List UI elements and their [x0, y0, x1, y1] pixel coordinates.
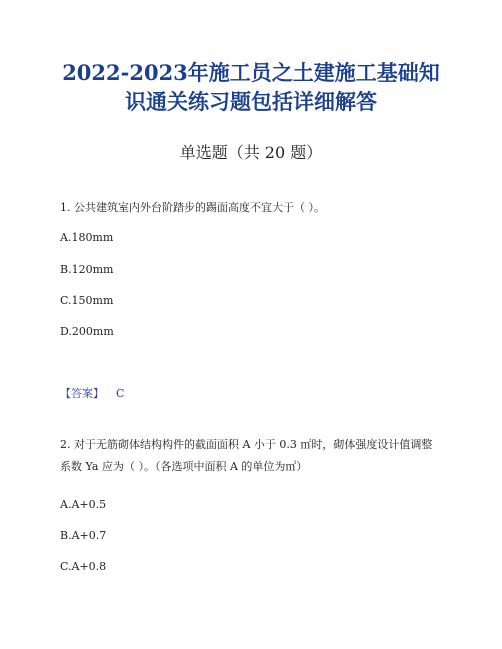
answer-label: 【答案】	[60, 387, 104, 400]
question-2-option-a: A.A+0.5	[60, 498, 107, 511]
question-1-option-a: A.180mm	[60, 231, 114, 244]
document-title	[30, 58, 472, 116]
question-1-option-c: C.150mm	[60, 294, 114, 307]
title-line-2: 识通关练习题包括详细解答	[125, 89, 377, 114]
question-1-option-b: B.120mm	[60, 263, 114, 276]
question-1-text: 1. 公共建筑室内外台阶踏步的踢面高度不宜大于（ ）。	[60, 201, 325, 214]
title-line-1: 2022-2023年施工员之土建施工基础知	[62, 60, 440, 85]
section-heading: 单选题（共 20 题）	[179, 143, 323, 162]
question-2-text	[60, 434, 450, 478]
question-1-option-d: D.200mm	[60, 325, 114, 338]
question-2-option-b: B.A+0.7	[60, 529, 107, 542]
question-2-text-line-2: 系数 Ya 应为（ ）。（各选项中面积 A 的单位为㎡）	[60, 460, 308, 473]
question-1-answer	[60, 386, 124, 402]
answer-value: C	[116, 387, 125, 400]
question-2-text-line-1: 2. 对于无筋砌体结构构件的截面面积 A 小于 0.3 ㎡时，砌体强度设计值调整	[60, 438, 433, 451]
question-2-option-c: C.A+0.8	[60, 560, 107, 573]
